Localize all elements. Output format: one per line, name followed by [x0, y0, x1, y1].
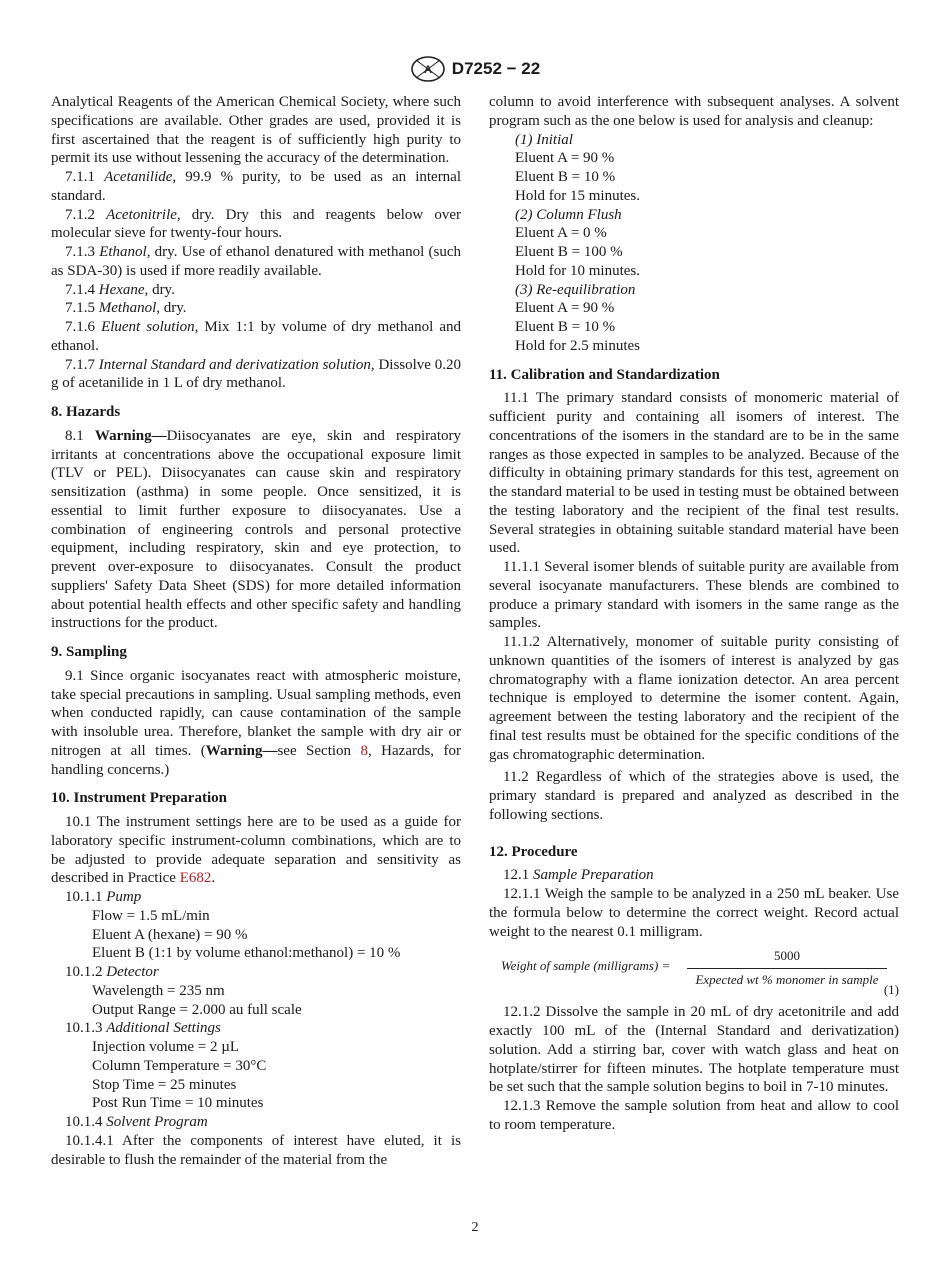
setting-line: Eluent A (hexane) = 90 % — [92, 926, 248, 943]
section-heading-hazards: 8. Hazards — [51, 404, 121, 420]
equation-1 — [489, 947, 899, 999]
right-column — [489, 93, 899, 1135]
reagent-7-1-1: 7.1.1 Acetanilide, 99.9 % purity, to be used as an internal standard. — [51, 169, 462, 204]
equation-numerator: 5000 — [687, 947, 887, 969]
setting-line: Flow = 1.5 mL/min — [92, 907, 210, 924]
section-heading-calibration: 11. Calibration and Standardization — [489, 366, 720, 383]
subsection-detector: 10.1.2 Detector — [65, 964, 159, 980]
paragraph-continuation: Analytical Reagents of the American Chemical Society, where such specifications are available. Other grades are used, provided it is first ascertained that the reagent is of sufficiently high purity to permit its use without lessening the accuracy of the determination. — [51, 94, 461, 167]
equation-number: (1) — [883, 982, 899, 998]
setting-line: Eluent B (1:1 by volume ethanol:methanol) = 10 % — [92, 945, 401, 962]
program-line: Hold for 2.5 minutes — [515, 337, 640, 354]
reagent-7-1-4: 7.1.4 Hexane, dry. — [65, 281, 175, 298]
setting-line: Injection volume = 2 µL — [92, 1039, 240, 1055]
paragraph-12-1-2: 12.1.2 Dissolve the sample in 20 mL of dry acetonitrile and add exactly 100 mL of the (Internal Standard and derivatization) solution. Add a stirring bar, cover with watch glass and heat on hotplate/stirrer for fifteen minutes. The hotplate temperature must be set such that the sample solution begins to boil in 7-10 minutes. — [489, 1004, 899, 1096]
reagent-7-1-3: 7.1.3 Ethanol, dry. Use of ethanol denatured with methanol (such as SDA-30) is used if more readily available. — [51, 244, 462, 279]
reagent-7-1-5: 7.1.5 Methanol, dry. — [65, 300, 187, 317]
program-step-title: (2) Column Flush — [515, 206, 622, 223]
program-line: Eluent A = 90 % — [515, 300, 615, 317]
setting-line: Output Range = 2.000 au full scale — [92, 1001, 302, 1018]
paragraph-11-2: 11.2 Regardless of which of the strategies above is used, the primary standard is prepared and analyzed as described in the following sections. — [489, 769, 899, 823]
subsection-pump: 10.1.1 Pump — [65, 889, 142, 905]
setting-line: Stop Time = 25 minutes — [92, 1076, 237, 1093]
paragraph-9-1: 9.1 Since organic isocyanates react with atmospheric moisture, take special precautions in sampling. Usual sampling methods, even when conducted rapidly, can cause contamination of the sample with insoluble urea. Therefore, blanket the sample with dry air or nitrogen at all times. (Warning—see Section 8, Hazards, for handling concerns.) — [51, 667, 461, 778]
program-line: Eluent A = 90 % — [515, 150, 615, 167]
program-line: Eluent A = 0 % — [515, 225, 607, 242]
reagent-7-1-2: 7.1.2 Acetonitrile, dry. Dry this and reagents below over molecular sieve for twenty-four hours. — [51, 206, 461, 242]
paragraph-11-1: 11.1 The primary standard consists of monomeric material of sufficient purity and containing all isomers of interest. The concentrations of the isomers in the standard are to be in the same ranges as those expected in samples to be analyzed. Because of the difficulty in obtaining primary standards for this test, agreement on the standard material to be used in testing must be obtained between the testing laboratory and the recipient of the final test results. Several strategies in obtaining suitable standard material have been used. — [489, 390, 899, 557]
setting-line: Wavelength = 235 nm — [92, 982, 225, 999]
reagent-7-1-7: 7.1.7 Internal Standard and derivatization solution, Dissolve 0.20 g of acetanilide in 1 L of dry methanol. — [51, 356, 462, 392]
setting-line: Post Run Time = 10 minutes — [92, 1095, 264, 1112]
paragraph-12-1-1: 12.1.1 Weigh the sample to be analyzed in a 250 mL beaker. Use the formula below to determine the correct weight. Record actual weight to the nearest 0.1 milligram. — [489, 886, 899, 940]
page-number: 2 — [471, 1220, 479, 1235]
program-line: Eluent B = 100 % — [515, 244, 623, 260]
paragraph-8-1: 8.1 Warning—Diisocyanates are eye, skin and respiratory irritants at concentrations above the occupational exposure limit (TLV or PEL). Diisocyanates can cause skin and respiratory sensitization (asthma) in some people. Once sensitized, it is essential to limit further exposure to diisocyanates. Use a combination of engineering controls and personal protective equipment, including respiratory, skin and eye protection, to prevent over-exposure to diisocyanates. Consult the product suppliers' Safety Data Sheet (SDS) for more detailed information about potential health effects and other specific safety and handling instructions for the product. — [51, 427, 462, 632]
subsection-additional-settings: 10.1.3 Additional Settings — [65, 1020, 221, 1037]
program-line: Hold for 15 minutes. — [515, 187, 640, 204]
page-header — [0, 54, 950, 84]
left-column — [51, 93, 461, 1169]
equation-lhs: Weight of sample (milligrams) = — [501, 958, 671, 974]
equation-fraction — [687, 947, 887, 990]
program-line: Hold for 10 minutes. — [515, 262, 640, 279]
paragraph-12-1-3: 12.1.3 Remove the sample solution from heat and allow to cool to room temperature. — [489, 1098, 899, 1133]
astm-logo-icon — [410, 55, 446, 83]
paragraph-11-1-1: 11.1.1 Several isomer blends of suitable purity are available from several isocyanate manufacturers. These blends are combined to produce a primary standard with isomers in the same range as the samples. — [489, 559, 899, 632]
section-heading-procedure: 12. Procedure — [489, 843, 578, 860]
setting-line: Column Temperature = 30°C — [92, 1057, 267, 1074]
program-step-title: (1) Initial — [515, 131, 573, 148]
section-heading-sampling: 9. Sampling — [51, 644, 127, 660]
paragraph-10-1: 10.1 The instrument settings here are to be used as a guide for laboratory specific instrument-column combinations, which are to be adjusted to provide adequate separation and sensitivity as described in Practice E682. — [51, 814, 461, 887]
program-line: Eluent B = 10 % — [515, 319, 616, 335]
program-line: Eluent B = 10 % — [515, 169, 616, 185]
reagent-7-1-6: 7.1.6 Eluent solution, Mix 1:1 by volume of dry methanol and ethanol. — [51, 319, 461, 354]
document-id: D7252 − 22 — [451, 59, 541, 78]
subsection-sample-preparation: 12.1 Sample Preparation — [503, 867, 654, 884]
practice-e682-link[interactable]: E682 — [179, 870, 212, 887]
paragraph-continuation: column to avoid interference with subsequent analyses. A solvent program such as the one below is used for analysis and cleanup: — [489, 94, 899, 129]
section-8-link[interactable]: 8 — [360, 742, 368, 759]
subsection-solvent-program: 10.1.4 Solvent Program — [65, 1114, 208, 1130]
paragraph-10-1-4-1: 10.1.4.1 After the components of interest have eluted, it is desirable to flush the remainder of the material from the — [51, 1132, 461, 1168]
section-heading-instrument-preparation: 10. Instrument Preparation — [51, 790, 227, 807]
paragraph-11-1-2: 11.1.2 Alternatively, monomer of suitable purity consisting of unknown quantities of the isomers of interest is analyzed by gas chromatography with a flame ionization detector. An area percent technique is employed to determine the isomer content. Again, agreement between the testing laboratory and the recipient of the final test results must be obtained for the specific conditions of the gas chromatographic determination. — [489, 634, 899, 763]
program-step-title: (3) Re-equilibration — [515, 281, 636, 298]
svg-text:A: A — [423, 64, 432, 76]
equation-denominator: Expected wt % monomer in sample — [695, 972, 879, 987]
